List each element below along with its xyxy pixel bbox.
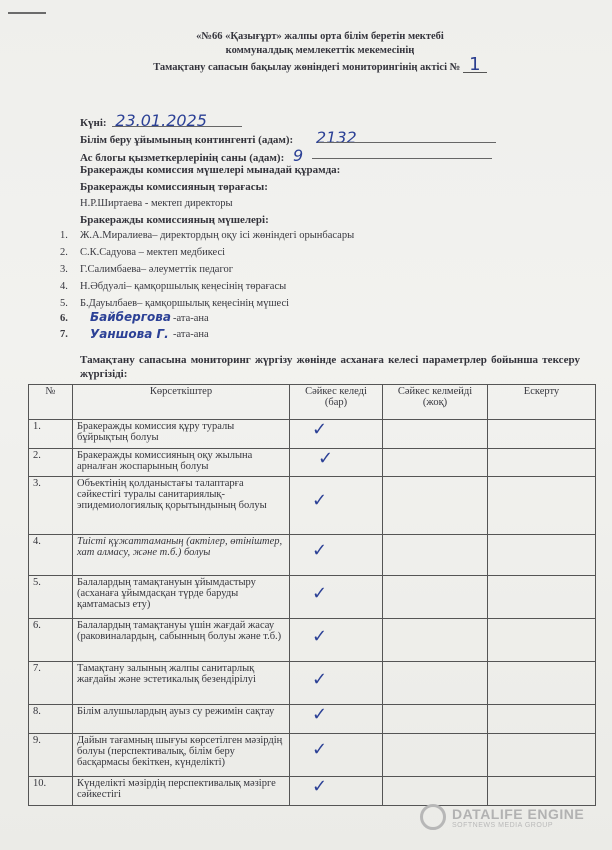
watermark-name: DATALIFE ENGINE: [452, 805, 585, 822]
row-number: 10.: [29, 777, 73, 806]
header-act-title: Тамақтану сапасын бақылау жөніндегі мониторингінің актісі №: [153, 62, 461, 73]
criteria-table: [28, 384, 596, 806]
member-item: [60, 298, 289, 309]
header-match: Сәйкес келеді (бар): [290, 385, 383, 420]
contingent-field: [80, 128, 357, 147]
check-mark-icon: ✓: [312, 419, 328, 440]
contingent-value: 2132: [315, 128, 357, 147]
member-number: 2.: [60, 247, 68, 258]
note-cell: [488, 420, 596, 449]
header-line-1: «№66 «Қазығұрт» жалпы орта білім беретін мектебі: [196, 31, 444, 42]
no-match-cell: [383, 477, 488, 535]
match-cell: [290, 705, 383, 734]
header-line-3: [110, 54, 530, 75]
row-criterion: Объектінің қолданыстағы талаптарға сәйкестігі туралы санитариялық-эпидемиологиялық қорытындының болуы: [73, 477, 290, 535]
row-criterion: Күнделікті мәзірдің перспективалық мәзірге сәйкестігі: [73, 777, 290, 806]
note-cell: [488, 619, 596, 662]
members-label: Бракеражды комиссияның мүшелері:: [80, 214, 269, 226]
date-label: Күні:: [80, 117, 107, 129]
check-mark-icon: ✓: [312, 739, 328, 760]
row-number: 5.: [29, 576, 73, 619]
check-mark-icon: ✓: [312, 626, 328, 647]
match-cell: [290, 662, 383, 705]
row-criterion: Бракеражды комиссияның оқу жылына арналған жоспарының болуы: [73, 449, 290, 477]
table-row: [29, 734, 596, 777]
note-cell: [488, 662, 596, 705]
date-value: 23.01.2025: [115, 111, 207, 130]
row-criterion: Балалардың тамақтануын ұйымдастыру (асханаға ұйымдасқан түрде баруды қамтамасыз ету): [73, 576, 290, 619]
table-row: [29, 420, 596, 449]
member-item: [60, 230, 354, 241]
contingent-label: Білім беру ұйымының контингенті (адам):: [80, 134, 294, 146]
parent-signature: Уаншова Г.: [90, 327, 169, 341]
match-cell: [290, 535, 383, 576]
header-note: Ескерту: [488, 385, 596, 420]
member-item: [60, 281, 286, 292]
table-row: [29, 576, 596, 619]
watermark-sub: SOFTNEWS MEDIA GROUP: [452, 821, 554, 829]
no-match-cell: [383, 576, 488, 619]
parent-number: 6.: [60, 313, 68, 324]
parent-item: [60, 327, 209, 341]
table-row: [29, 705, 596, 734]
watermark: [420, 804, 584, 830]
row-criterion: Тиісті құжаттаманың (актілер, өтініштер, хат алмасу, және т.б.) болуы: [73, 535, 290, 576]
member-text: Г.Салимбаева– әлеуметтік педагог: [80, 264, 234, 275]
note-cell: [488, 449, 596, 477]
table-row: [29, 535, 596, 576]
note-cell: [488, 576, 596, 619]
header-num: №: [29, 385, 73, 420]
parent-role: -ата-ана: [173, 329, 209, 340]
match-cell: [290, 449, 383, 477]
row-number: 9.: [29, 734, 73, 777]
row-number: 4.: [29, 535, 73, 576]
check-mark-icon: ✓: [312, 776, 328, 797]
row-criterion: Дайын тағамның шығуы көрсетілген мәзірдің болуы (перспективалық, білім беру басқармасы бекіткен, күнделікті): [73, 734, 290, 777]
note-cell: [488, 477, 596, 535]
staff-field: [80, 146, 303, 165]
match-cell: [290, 619, 383, 662]
no-match-cell: [383, 705, 488, 734]
check-mark-icon: ✓: [318, 448, 334, 469]
member-text: С.К.Садуова – мектеп медбикесі: [80, 247, 226, 258]
match-cell: [290, 477, 383, 535]
watermark-logo-icon: [420, 804, 446, 830]
match-cell: [290, 734, 383, 777]
member-item: [60, 264, 233, 275]
check-mark-icon: ✓: [312, 704, 328, 725]
member-number: 4.: [60, 281, 68, 292]
contingent-underline: [318, 142, 496, 143]
row-number: 2.: [29, 449, 73, 477]
match-cell: [290, 420, 383, 449]
table-intro: Тамақтану сапасына мониторинг жүргізу жөнінде асханаға келесі параметрлер бойынша тексеру жүргізіді:: [80, 354, 580, 380]
member-item: [60, 247, 225, 258]
corner-mark: [8, 12, 46, 14]
member-number: 3.: [60, 264, 68, 275]
row-number: 7.: [29, 662, 73, 705]
row-number: 3.: [29, 477, 73, 535]
chair-name: Н.Р.Ширтаева - мектеп директоры: [80, 198, 233, 209]
no-match-cell: [383, 420, 488, 449]
no-match-cell: [383, 662, 488, 705]
member-text: Н.Әбдуәлі– қамқоршылық кеңесінің төрағасы: [80, 281, 287, 292]
header-no-match: Сәйкес келмейді (жоқ): [383, 385, 488, 420]
note-cell: [488, 734, 596, 777]
row-criterion: Тамақтану залының жалпы санитарлық жағдайы және эстетикалық безендірілуі: [73, 662, 290, 705]
member-text: Б.Дауылбаев– қамқоршылық кеңесінің мүшесі: [80, 298, 290, 309]
composition-label: Бракеражды комиссия мүшелері мынадай құрамда:: [80, 164, 341, 176]
note-cell: [488, 777, 596, 806]
table-row: [29, 662, 596, 705]
parent-role: -ата-ана: [173, 313, 209, 324]
check-mark-icon: ✓: [312, 490, 328, 511]
row-criterion: Бракеражды комиссия құру туралы бұйрықтың болуы: [73, 420, 290, 449]
no-match-cell: [383, 449, 488, 477]
member-number: 5.: [60, 298, 68, 309]
table-row: [29, 477, 596, 535]
no-match-cell: [383, 535, 488, 576]
document-header: [110, 30, 530, 75]
row-number: 1.: [29, 420, 73, 449]
act-number: 1: [463, 58, 487, 73]
row-criterion: Білім алушылардың ауыз су режимін сақтау: [73, 705, 290, 734]
check-mark-icon: ✓: [312, 583, 328, 604]
match-cell: [290, 576, 383, 619]
header-criteria: Көрсеткіштер: [73, 385, 290, 420]
no-match-cell: [383, 777, 488, 806]
row-number: 8.: [29, 705, 73, 734]
note-cell: [488, 535, 596, 576]
member-text: Ж.А.Миралиева– директордың оқу ісі жөніндегі орынбасары: [80, 230, 355, 241]
table-row: [29, 449, 596, 477]
row-criterion: Балалардың тамақтануы үшін жағдай жасау (раковиналардың, сабынның болуы және т.б.): [73, 619, 290, 662]
table-row: [29, 777, 596, 806]
staff-label: Ас блогы қызметкерлерінің саны (адам):: [80, 152, 285, 164]
header-line-2: коммуналдық мемлекеттік мекемесінің: [225, 45, 415, 56]
parent-number: 7.: [60, 329, 68, 340]
no-match-cell: [383, 734, 488, 777]
row-number: 6.: [29, 619, 73, 662]
chair-label: Бракеражды комиссияның төрағасы:: [80, 181, 268, 193]
no-match-cell: [383, 619, 488, 662]
staff-value: 9: [293, 146, 304, 165]
note-cell: [488, 705, 596, 734]
staff-underline: [312, 158, 492, 159]
parent-item: [60, 310, 209, 324]
table-header-row: [29, 385, 596, 420]
date-underline: [112, 126, 242, 127]
check-mark-icon: ✓: [312, 540, 328, 561]
member-number: 1.: [60, 230, 68, 241]
table-row: [29, 619, 596, 662]
match-cell: [290, 777, 383, 806]
parent-signature: Байбергова: [90, 310, 171, 324]
check-mark-icon: ✓: [312, 669, 328, 690]
